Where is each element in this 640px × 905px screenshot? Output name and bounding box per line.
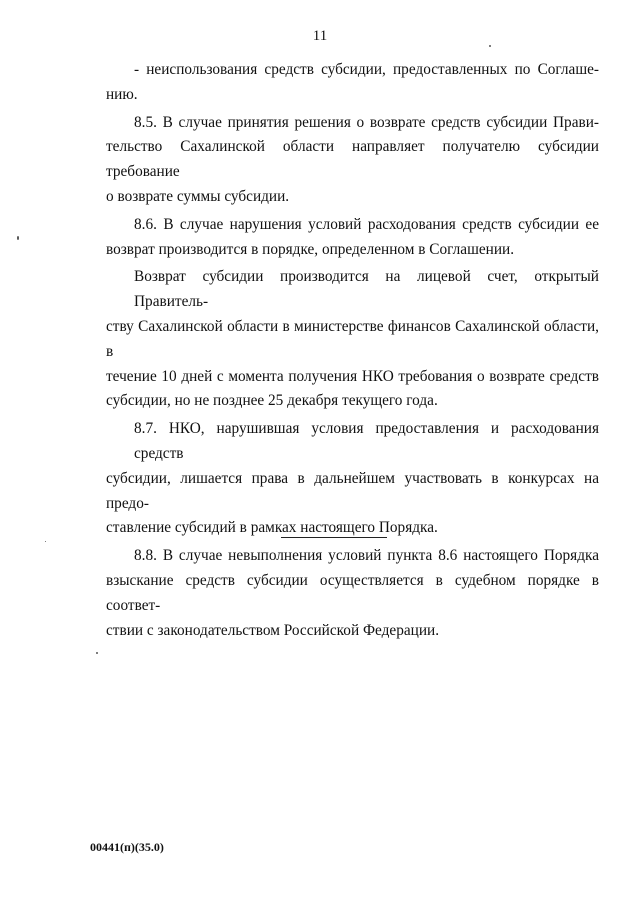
text-line: 8.8. В случае невыполнения условий пункта 8.6 настоящего Порядка [134, 547, 599, 565]
text-line: Возврат субсидии производится на лицевой счет, открытый Правитель- [134, 268, 599, 311]
paragraph-8-4-bullet [106, 58, 599, 108]
text-line: ствии с законодательством Российской Федерации. [106, 621, 440, 639]
text-line: субсидии, лишается права в дальнейшем участвовать в конкурсах на предо- [106, 469, 599, 512]
text-line: возврат производится в порядке, определенном в Соглашении. [106, 240, 515, 258]
text-line: 8.5. В случае принятия решения о возврате средств субсидии Прави- [134, 113, 599, 131]
text-line: течение 10 дней с момента получения НКО требования о возврате средств [106, 367, 599, 385]
paragraph-8-5 [106, 111, 599, 210]
text-line: 8.6. В случае нарушения условий расходования средств субсидии ее [134, 215, 599, 233]
paragraph-refund [106, 265, 599, 414]
text-line: субсидии, но не позднее 25 декабря текущего года. [106, 392, 438, 410]
scan-speck [45, 541, 46, 542]
paragraph-8-8 [106, 544, 599, 643]
scan-speck [489, 45, 491, 47]
text-line: тельство Сахалинской области направляет получателю субсидии требование [106, 138, 599, 181]
paragraph-8-6 [106, 213, 599, 263]
text-line: ству Сахалинской области в министерстве финансов Сахалинской области, в [106, 317, 599, 360]
document-body [106, 58, 599, 643]
text-line: - неиспользования средств субсидии, предоставленных по Соглаше- [134, 61, 599, 78]
scan-speck [96, 652, 98, 654]
document-code: 00441(п)(35.0) [90, 840, 164, 854]
scan-speck [17, 236, 19, 240]
text-line: нию. [106, 85, 138, 103]
page-number: 11 [312, 28, 328, 44]
text-line: 8.7. НКО, нарушившая условия предоставления и расходования средств [134, 420, 599, 462]
text-line: взыскание средств субсидии осуществляется в судебном порядке в соответ- [106, 571, 599, 614]
paragraph-8-7 [106, 417, 599, 541]
end-separator-line [281, 537, 387, 538]
text-line: ставление субсидий в рамках настоящего Порядка. [106, 519, 438, 537]
text-line: о возврате суммы субсидии. [106, 187, 290, 205]
